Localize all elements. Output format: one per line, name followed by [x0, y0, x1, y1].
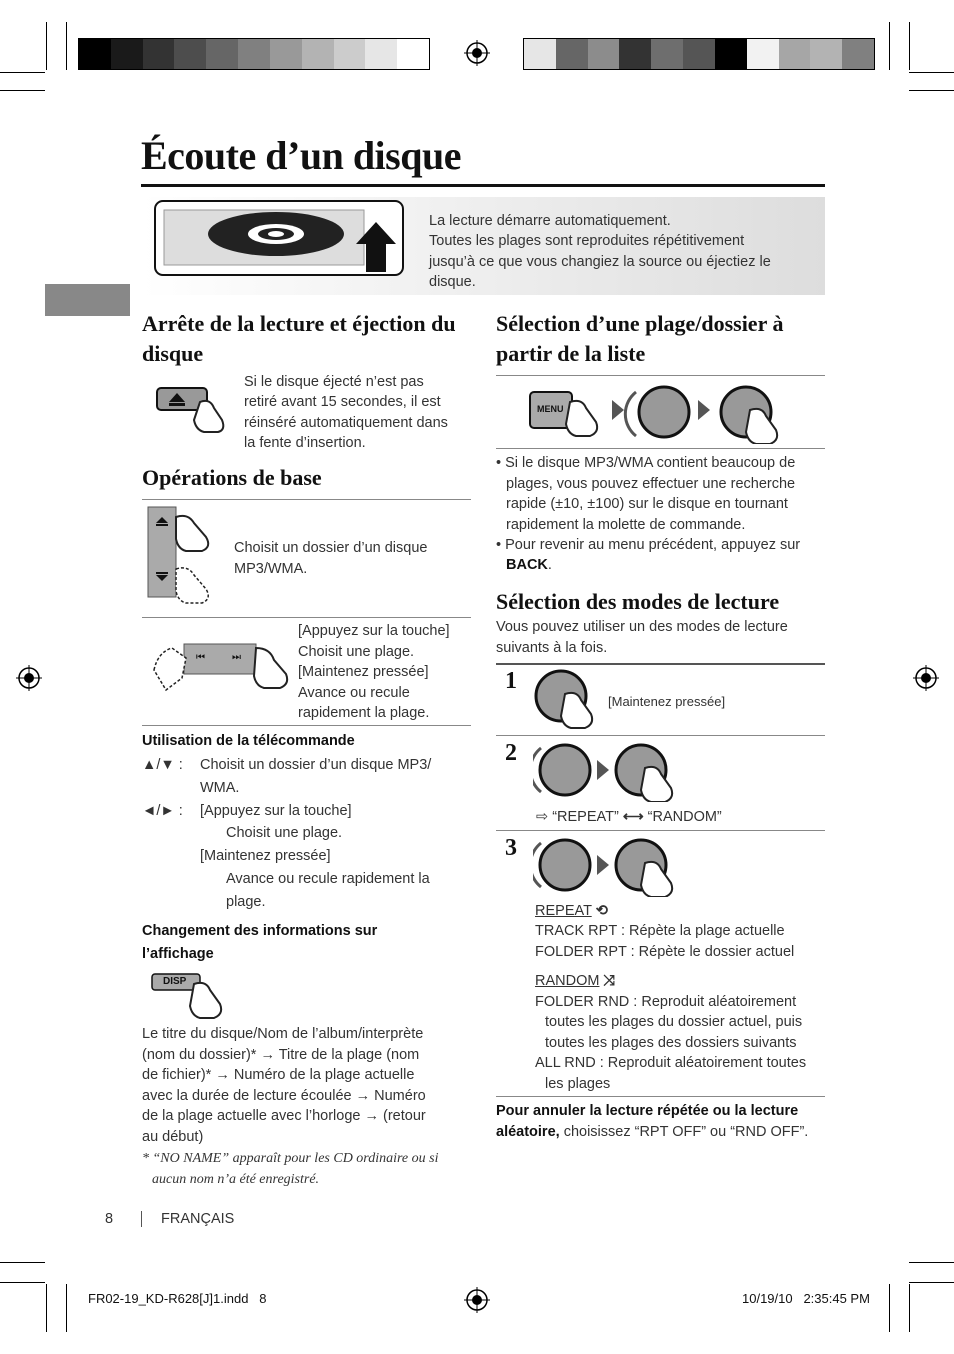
color-swatch [238, 39, 270, 69]
list-bullet-2-text: • Pour revenir au menu précédent, appuyez sur [496, 537, 801, 553]
repeat-mode [535, 901, 608, 922]
divider [496, 830, 825, 831]
repeat-label: REPEAT [535, 903, 592, 919]
registration-mark-icon [464, 40, 490, 66]
crop-mark [0, 72, 45, 73]
list-heading: Sélection d’une plage/dossier à [496, 311, 784, 336]
repeat-icon: ⟲ [595, 903, 608, 919]
folder-updown-button-icon [146, 505, 216, 607]
color-swatch [143, 39, 175, 69]
text-line: [Maintenez pressée] [298, 664, 429, 681]
random-option: “RANDOM” [647, 809, 722, 825]
track-text-block [298, 621, 450, 724]
cancel-note-bold: aléatoire, [496, 1124, 560, 1140]
page-title: Écoute d’un disque [141, 133, 461, 178]
page-number: 8 [105, 1211, 114, 1227]
text-line: [Appuyez sur la touche] [298, 623, 450, 639]
random-label: RANDOM [535, 973, 600, 989]
folder-text: Choisit un dossier d’un disque [234, 540, 428, 556]
divider [142, 499, 471, 500]
footer-separator [141, 1211, 142, 1227]
color-swatch [779, 39, 811, 69]
color-swatch [588, 39, 620, 69]
crop-mark [889, 1284, 890, 1332]
cd-insert-illustration [154, 200, 404, 276]
crop-mark [889, 22, 890, 70]
color-swatch [79, 39, 111, 69]
text-line: rapidement la molette de commande. [506, 516, 746, 533]
color-bar-left [78, 38, 430, 70]
modes-intro: Vous pouvez utiliser un des modes de lecture [496, 619, 788, 635]
color-swatch [397, 39, 429, 69]
step2-cycle [536, 807, 722, 828]
eject-text: réinséré automatiquement dans [244, 415, 448, 431]
step-number: 2 [505, 740, 517, 766]
eject-heading: Arrête de la lecture et éjection du [142, 311, 456, 336]
side-tab [45, 284, 130, 316]
disp-button-label: DISP [163, 976, 187, 987]
punctuation: . [547, 557, 552, 573]
text-line: • Si le disque MP3/WMA contient beaucoup de [496, 455, 796, 471]
divider [496, 448, 825, 449]
eject-button-icon [155, 380, 235, 435]
crop-mark [66, 1284, 67, 1332]
display-heading: l’affichage [142, 946, 214, 962]
text-line: de fichier)* → Numéro de la plage actuelle [142, 1067, 415, 1083]
remote-text: Choisit un dossier d’un disque MP3/ [200, 757, 432, 773]
knob-press-illustration [533, 668, 611, 730]
divider [496, 663, 825, 665]
color-swatch [302, 39, 334, 69]
crop-mark [46, 22, 47, 70]
track-rpt: TRACK RPT : Répète la plage actuelle [535, 923, 785, 939]
folder-rnd: toutes les plages des dossiers suivants [545, 1035, 797, 1051]
intro-line: jusqu’à ce que vous changiez la source ou éjectiez le [429, 254, 771, 270]
color-bar-right [523, 38, 875, 70]
modes-heading: Sélection des modes de lecture [496, 589, 780, 614]
text-line: Choisit une plage. [298, 643, 415, 660]
color-swatch [174, 39, 206, 69]
folder-rpt: FOLDER RPT : Répète le dossier actuel [535, 944, 795, 960]
crop-mark [66, 22, 67, 70]
list-bullet-2-end [506, 555, 552, 576]
step-number: 1 [505, 668, 517, 694]
all-rnd: les plages [545, 1076, 611, 1092]
remote-text: WMA. [200, 780, 240, 796]
remote-text: Choisit une plage. [226, 825, 343, 841]
color-swatch [619, 39, 651, 69]
menu-then-knob-illustration [528, 380, 798, 444]
crop-mark [46, 1284, 47, 1332]
color-swatch [747, 39, 779, 69]
cancel-note [496, 1122, 808, 1143]
color-swatch [334, 39, 366, 69]
folder-rnd: FOLDER RND : Reproduit aléatoirement [535, 994, 797, 1010]
text-line: avec la durée de lecture écoulée → Numéro [142, 1087, 426, 1104]
repeat-option: “REPEAT” [552, 809, 619, 825]
folder-text: MP3/WMA. [234, 561, 308, 577]
remote-text: [Appuyez sur la touche] [200, 803, 352, 819]
remote-text: plage. [226, 894, 266, 910]
all-rnd: ALL RND : Reproduit aléatoirement toutes [535, 1055, 807, 1071]
footer-filename: FR02-19_KD-R628[J]1.indd 8 [88, 1291, 267, 1306]
basic-heading: Opérations de base [142, 465, 322, 490]
shuffle-icon: ⤨ [603, 973, 616, 989]
remote-leftright-symbol: ◄/► : [142, 803, 183, 819]
svg-text:⏭: ⏭ [232, 652, 241, 663]
color-swatch [651, 39, 683, 69]
remote-updown-symbol: ▲/▼ : [142, 757, 183, 773]
crop-mark [909, 72, 954, 73]
eject-text: la fente d’insertion. [244, 435, 366, 451]
arrow-right-icon: ⇨ [536, 809, 549, 825]
divider [142, 617, 471, 618]
color-swatch [365, 39, 397, 69]
crop-mark [0, 1262, 45, 1263]
footnote: * “NO NAME” apparaît pour les CD ordinaire ou si [142, 1151, 439, 1166]
crop-mark [909, 90, 954, 91]
color-swatch [556, 39, 588, 69]
crop-mark [0, 1282, 45, 1283]
crop-mark [909, 1282, 954, 1283]
color-swatch [683, 39, 715, 69]
crop-mark [909, 1262, 954, 1263]
eject-text: retiré avant 15 secondes, il est [244, 394, 441, 410]
cancel-note: Pour annuler la lecture répétée ou la lecture [496, 1103, 799, 1119]
footer-timestamp: 10/19/10 2:35:45 PM [742, 1291, 870, 1306]
intro-line: La lecture démarre automatiquement. [429, 213, 671, 229]
remote-text: [Maintenez pressée] [200, 848, 331, 864]
text-line: Avance ou recule [298, 684, 410, 701]
folder-rnd: toutes les plages du dossier actuel, puis [545, 1014, 803, 1030]
text-line: au début) [142, 1128, 204, 1145]
color-swatch [842, 39, 874, 69]
text-line: Le titre du disque/Nom de l’album/interprète [142, 1026, 424, 1042]
remote-text: Avance ou recule rapidement la [226, 871, 430, 887]
color-swatch [715, 39, 747, 69]
color-swatch [111, 39, 143, 69]
title-rule [141, 184, 825, 187]
cancel-note-rest: choisissez “RPT OFF” ou “RND OFF”. [559, 1124, 809, 1140]
divider [142, 725, 471, 726]
display-heading: Changement des informations sur [142, 923, 378, 939]
registration-mark-icon [464, 1287, 490, 1313]
track-skip-button-icon [152, 640, 292, 692]
crop-mark [909, 1284, 910, 1332]
registration-mark-icon [16, 665, 42, 691]
crop-mark [0, 90, 45, 91]
registration-mark-icon [913, 665, 939, 691]
divider [496, 1096, 825, 1097]
text-line: rapidement la plage. [298, 705, 430, 722]
step-number: 3 [505, 835, 517, 861]
double-arrow-icon: ⟷ [622, 809, 644, 825]
display-text-block [142, 1024, 426, 1147]
divider [496, 735, 825, 736]
color-swatch [810, 39, 842, 69]
color-swatch [524, 39, 556, 69]
remote-heading: Utilisation de la télécommande [142, 733, 355, 749]
footnote: aucun nom n’a été enregistré. [152, 1172, 320, 1187]
knob-turn-press-illustration [533, 835, 693, 897]
intro-line: disque. [429, 274, 476, 290]
text-line: plages, vous pouvez effectuer une recherche [506, 475, 796, 492]
list-bullet-1 [496, 453, 795, 535]
eject-heading: disque [142, 341, 204, 366]
menu-button-label: MENU [537, 404, 564, 414]
color-swatch [270, 39, 302, 69]
crop-mark [909, 22, 910, 70]
footer-language: FRANÇAIS [161, 1211, 235, 1227]
svg-text:⏮: ⏮ [196, 652, 205, 663]
back-button-label: BACK [506, 557, 548, 573]
eject-text: Si le disque éjecté n’est pas [244, 374, 424, 390]
knob-turn-press-illustration [533, 740, 693, 802]
color-swatch [206, 39, 238, 69]
intro-line: Toutes les plages sont reproduites répétitivement [429, 233, 745, 249]
text-line: (nom du dossier)* → Titre de la plage (nom [142, 1046, 420, 1063]
text-line: rapide (±10, ±100) sur le disque en tournant [506, 496, 788, 512]
list-heading: partir de la liste [496, 341, 646, 366]
list-bullet-2 [496, 535, 800, 556]
divider [496, 375, 825, 376]
modes-intro: suivants à la fois. [496, 640, 608, 656]
text-line: de la plage actuelle avec l’horloge → (retour [142, 1108, 426, 1124]
random-mode [535, 971, 615, 992]
step1-note: [Maintenez pressée] [608, 694, 726, 709]
